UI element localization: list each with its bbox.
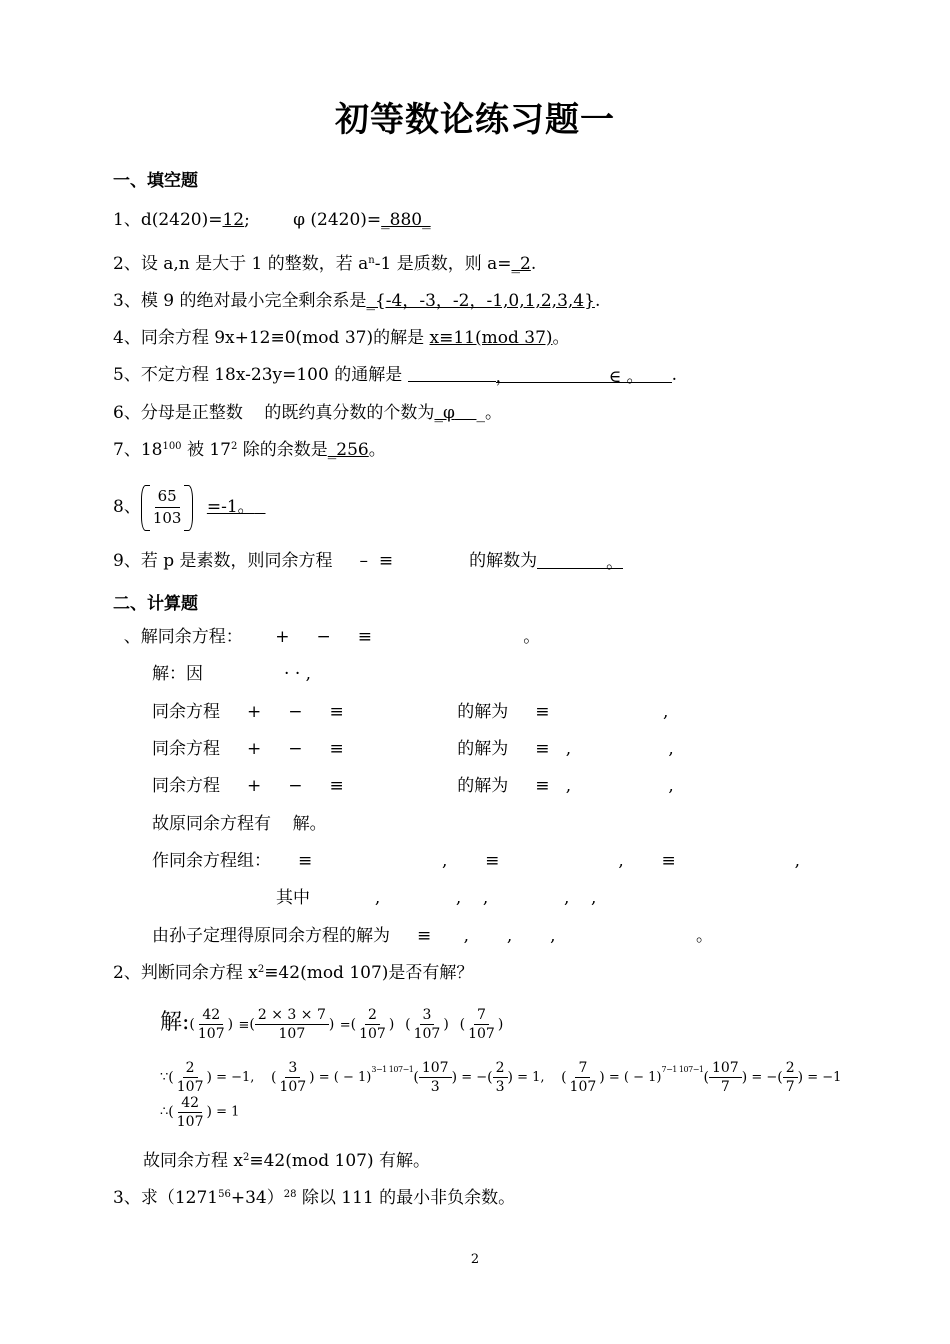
answer-1b: _880_ [381,210,431,230]
problem-1-step-1: 解：因 · · , [152,664,312,684]
section-fill-heading: 一、填空题 [113,171,198,191]
problem-1-step-7: 其中 , , , , , [276,888,597,908]
question-1: 1、d(2420)=12; φ (2420)=_880_ [113,210,431,230]
question-7: 7、$18^{100}$ 被 $17^2$ 除的余数是_256。 [113,440,386,460]
problem-2-conclusion: 故同余方程 $x^2\equiv 42(mod$ 107) 有解。 [143,1151,431,1171]
solution-line-2: ∵( $\frac{2}{107}$ ) = −1, ( $\frac{3}{107}$ ) = ( − 1)$^{3-1 107-1}$( $\frac{107}{3}$ ) = −( $\frac{2}{3}$ ) = 1, ( $\frac{7}{107}$ ) = ( − 1)$^{7-1 107-1}$( $\frac{107}{7}$ ) = −( $\frac{2}{7}$ ) = −1 [160,1060,842,1095]
question-3: 3、模 9 的绝对最小完全剩余系是_{-4，-3，-2，-1,0,1,2,3,4}. [113,291,601,311]
solution-line-1: 解:( $\frac{42}{107}$ ) ≡( $\frac{2 \times 3 \times 7}{107}$ ) =( $\frac{2}{107}$ ) ( $\frac{3}{107}$ ) ( $\frac{7}{107}$ ) [160,1007,504,1042]
problem-1-step-6: 作同余方程组： ≡ , ≡ , ≡ , [152,851,801,871]
problem-1-step-8: 由孙子定理得原同余方程的解为 ≡ , , , 。 [152,926,714,946]
legendre-symbol: $\frac{65}{103}$ [141,485,194,531]
question-2: 2、设 a,n 是大于 1 的整数，若 $a^n-1$ 是质数，则 a=_2. [113,254,537,274]
problem-1-step-3: 同余方程 + − ≡ 的解为 ≡ , , [152,739,674,759]
question-9: 9、若 p 是素数，则同余方程 – ≡ 的解数为 。 [113,551,624,573]
answer-2: _2 [511,254,531,274]
problem-1-title: 、解同余方程： + − ≡ 。 [113,627,541,647]
blank-9: 。 [537,552,623,569]
question-8: 8、 $\frac{65}{103}$ =-1。 [113,484,266,531]
solution-line-3: ∴( $\frac{42}{107}$ ) = 1 [160,1094,240,1130]
answer-8: =-1。 [206,497,255,517]
question-4: 4、同余方程 9x+12≡0(mod 37)的解是 x≡11(mod 37)。 [113,328,570,348]
answer-6: _φ [434,403,455,423]
blank-5b: ， ∈ 。 [496,366,672,383]
problem-2-title: 2、判断同余方程 $x^2\equiv 42(mod$ 107)是否有解？ [113,963,474,983]
blank-5a [408,365,496,382]
problem-1-step-4: 同余方程 + − ≡ 的解为 ≡ , , [152,776,674,796]
answer-3: _{-4，-3，-2，-1,0,1,2,3,4} [366,291,595,311]
page-title: 初等数论练习题一 [335,100,615,140]
answer-4: x≡11(mod 37) [429,328,553,348]
section-calc-heading: 二、计算题 [113,594,198,614]
answer-1a: 12 [222,210,245,230]
question-5: 5、不定方程 18x-23y=100 的通解是 ， ∈ 。 . [113,365,678,387]
answer-7: _256 [327,440,369,460]
problem-1-step-2: 同余方程 + − ≡ 的解为 ≡ , [152,702,669,722]
problem-3-title: 3、求$(1271^{56}+34)^{28}$ 除以 111 的最小非负余数。 [113,1188,516,1208]
question-6: 6、分母是正整数 的既约真分数的个数为_φ _。 [113,403,502,423]
page-number: 2 [470,1252,480,1267]
problem-1-step-5: 故原同余方程有 解。 [152,814,327,834]
